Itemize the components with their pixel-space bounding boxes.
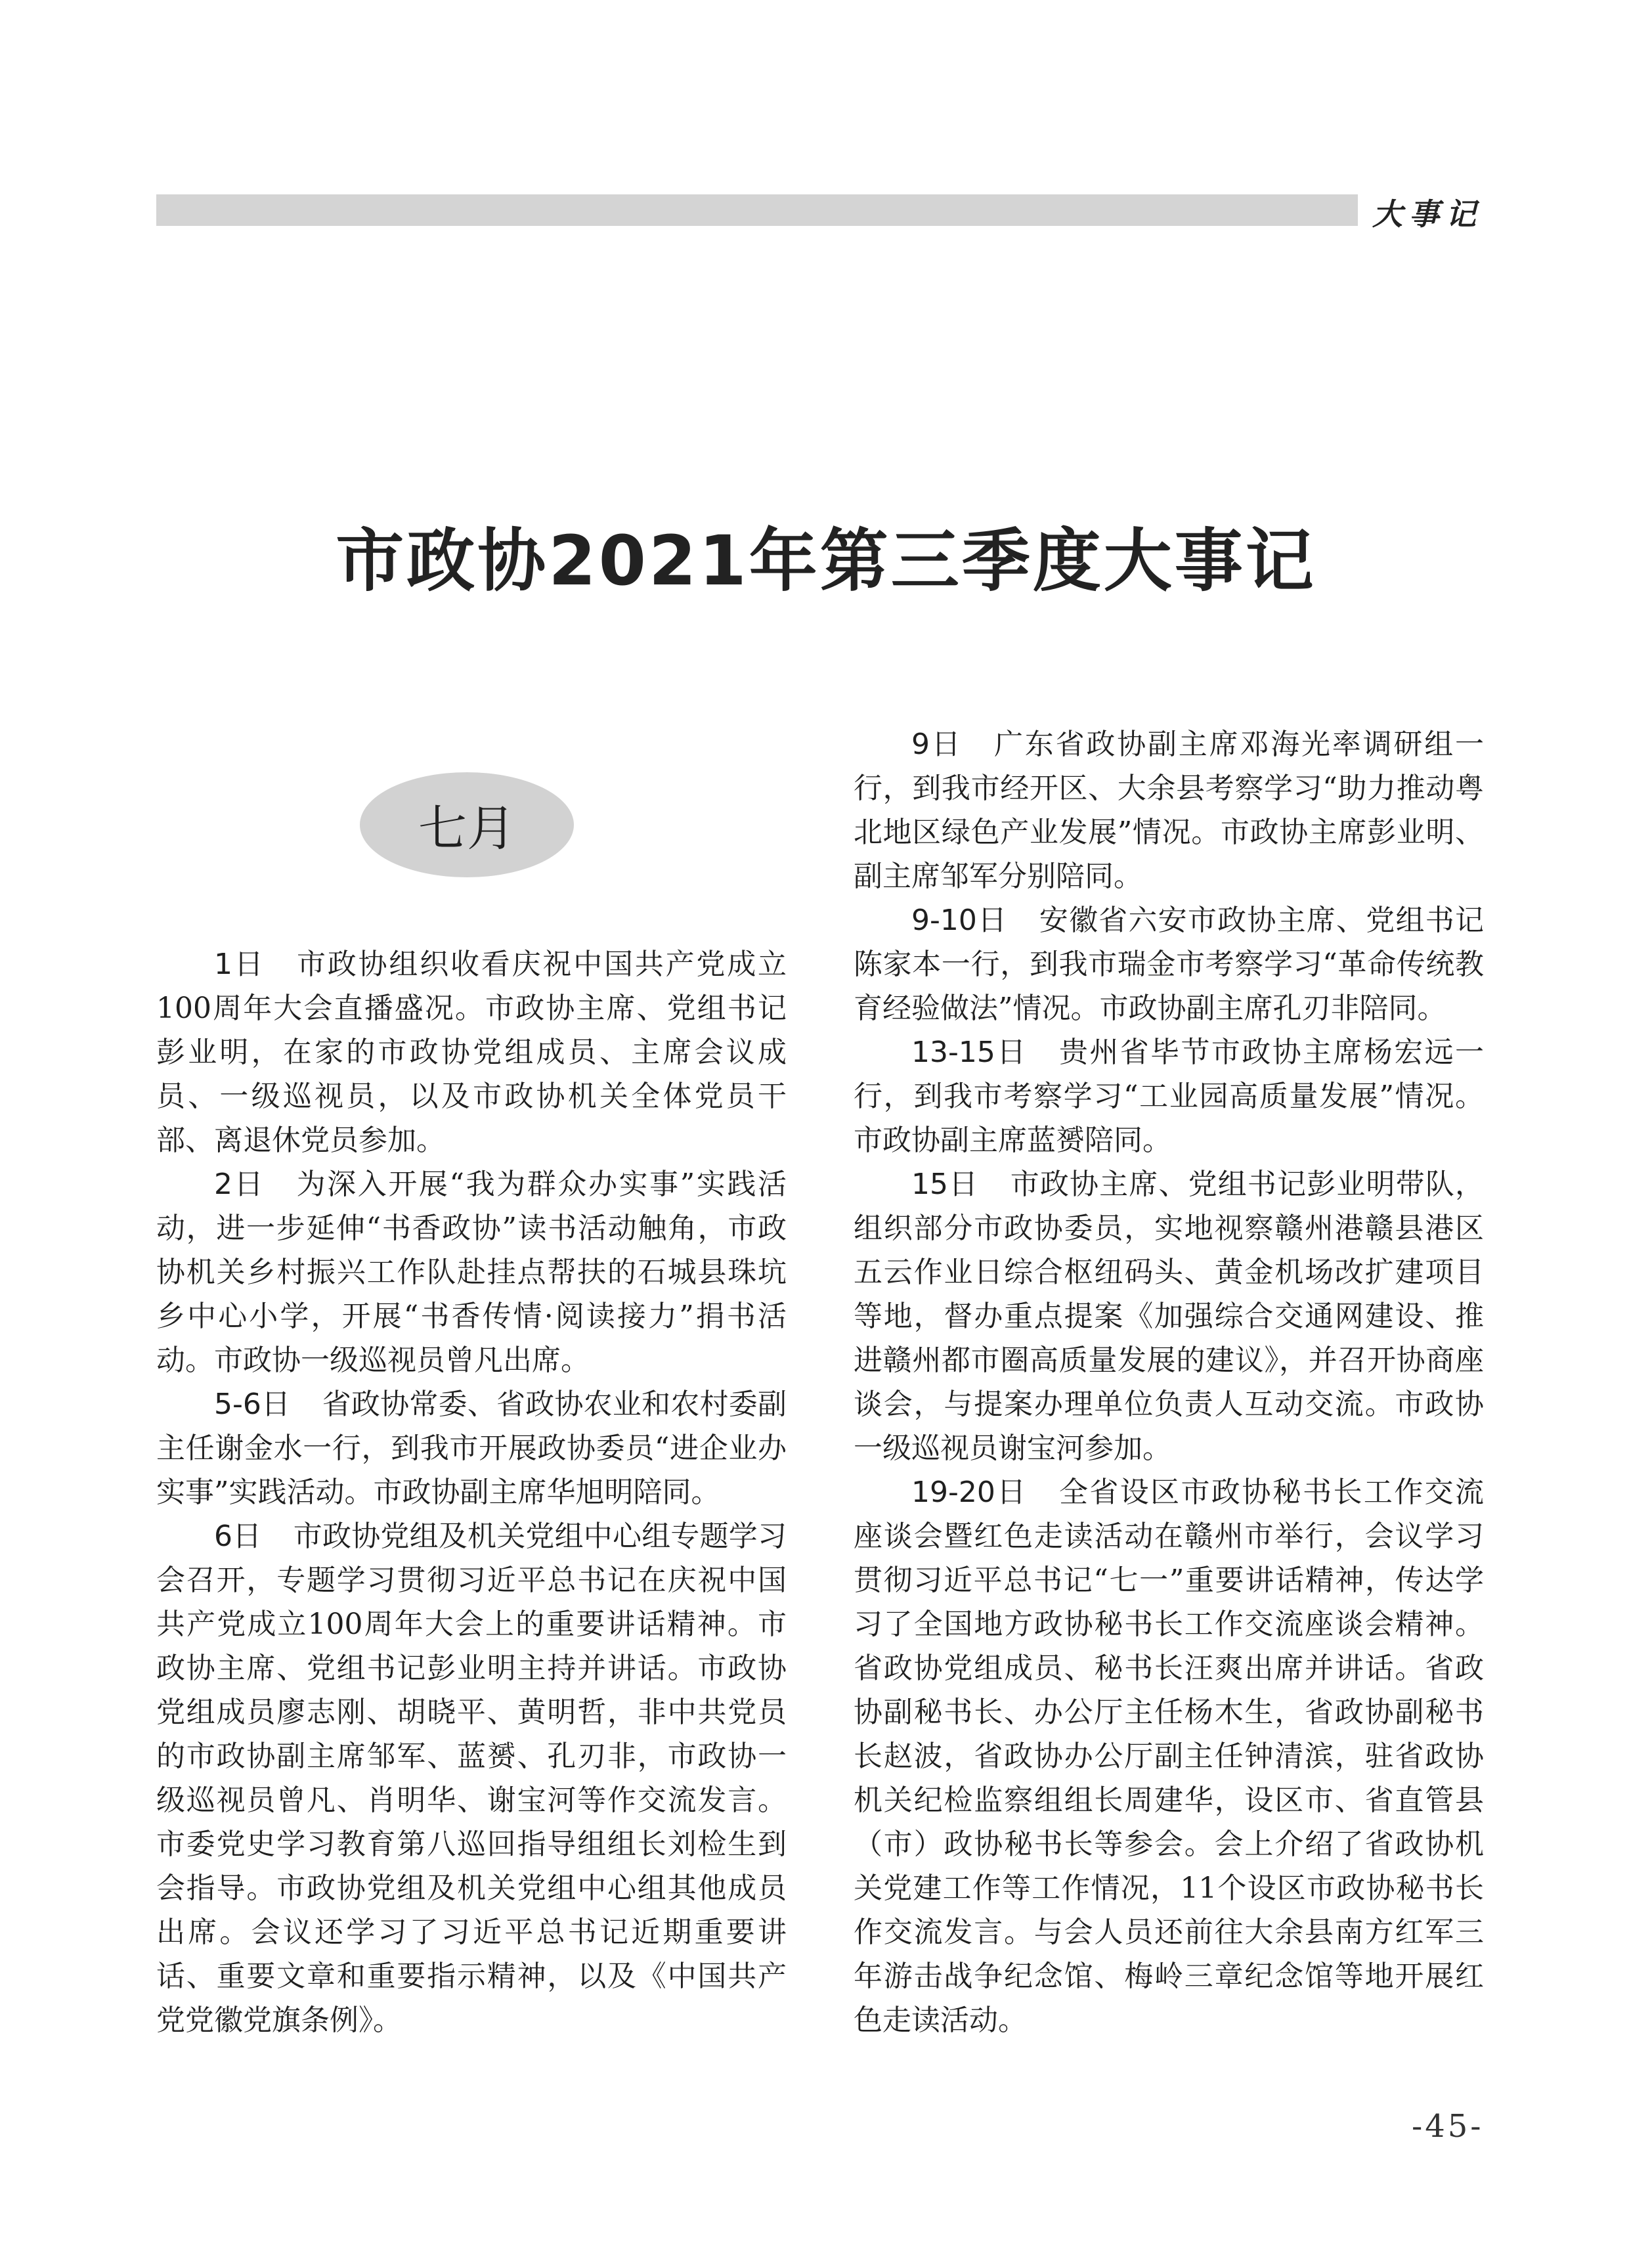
entry-july-2 — [156, 1162, 787, 1382]
page-number: -45- — [1412, 2108, 1484, 2145]
entry-july-6 — [156, 1514, 787, 2042]
entry-july-13-15 — [854, 1030, 1484, 1162]
entry-date: 2日 — [214, 1168, 265, 1201]
entry-july-19-20 — [854, 1470, 1484, 2042]
entry-text: 市政协主席、党组书记彭业明带队，组织部分市政协委员，实地视察赣州港赣县港区五云作业日综合枢纽码头、黄金机场改扩建项目等地，督办重点提案《加强综合交通网建设、推进赣州都市圈高质量发展的建议》，并召开协商座谈会，与提案办理单位负责人互动交流。市政协一级巡视员谢宝河参加。 — [854, 1168, 1484, 1465]
entry-date: 1日 — [214, 948, 265, 981]
month-badge: 七月 — [360, 772, 574, 877]
entry-text: 安徽省六安市政协主席、党组书记陈家本一行，到我市瑞金市考察学习“革命传统教育经验做法”情况。市政协副主席孔刃非陪同。 — [854, 904, 1484, 1025]
entry-date: 5-6日 — [214, 1388, 291, 1421]
entry-text: 广东省政协副主席邓海光率调研组一行，到我市经开区、大余县考察学习“助力推动粤北地区绿色产业发展”情况。市政协主席彭业明、副主席邹军分别陪同。 — [854, 728, 1485, 893]
section-label: 大事记 — [1372, 196, 1483, 232]
entry-date: 13-15日 — [911, 1036, 1028, 1069]
entry-date: 19-20日 — [911, 1476, 1028, 1509]
entry-date: 9-10日 — [911, 904, 1008, 937]
entry-text: 全省设区市政协秘书长工作交流座谈会暨红色走读活动在赣州市举行，会议学习贯彻习近平总书记“七一”重要讲话精神，传达学习了全国地方政协秘书长工作交流座谈会精神。省政协党组成员、秘书长汪爽出席并讲话。省政协副秘书长、办公厅主任杨木生，省政协副秘书长赵波，省政协办公厅副主任钟清滨，驻省政协机关纪检监察组组长周建华，设区市、省直管县（市）政协秘书长等参会。会上介绍了省政协机关党建工作等工作情况，11个设区市政协秘书长作交流发言。与会人员还前往大余县南方红军三年游击战争纪念馆、梅岭三章纪念馆等地开展红色走读活动。 — [854, 1476, 1484, 2037]
entry-text: 市政协党组及机关党组中心组专题学习会召开，专题学习贯彻习近平总书记在庆祝中国共产党成立100周年大会上的重要讲话精神。市政协主席、党组书记彭业明主持并讲话。市政协党组成员廖志刚、胡晓平、黄明哲，非中共党员的市政协副主席邹军、蓝赟、孔刃非，市政协一级巡视员曾凡、肖明华、谢宝河等作交流发言。市委党史学习教育第八巡回指导组组长刘检生到会指导。市政协党组及机关党组中心组其他成员出席。会议还学习了习近平总书记近期重要讲话、重要文章和重要指示精神，以及《中国共产党党徽党旗条例》。 — [156, 1520, 787, 2037]
entry-date: 6日 — [214, 1520, 262, 1553]
entry-july-9 — [854, 722, 1484, 898]
entry-july-5-6 — [156, 1382, 787, 1514]
header-rule-bar — [156, 194, 1358, 226]
entry-text: 为深入开展“我为群众办实事”实践活动，进一步延伸“书香政协”读书活动触角，市政协机关乡村振兴工作队赴挂点帮扶的石城县珠坑乡中心小学，开展“书香传情·阅读接力”捐书活动。市政协一级巡视员曾凡出席。 — [156, 1168, 787, 1377]
page-title: 市政协2021年第三季度大事记 — [336, 521, 1316, 601]
entry-text: 贵州省毕节市政协主席杨宏远一行，到我市考察学习“工业园高质量发展”情况。市政协副主席蓝赟陪同。 — [854, 1036, 1484, 1157]
entry-july-15 — [854, 1162, 1484, 1470]
entry-july-9-10 — [854, 898, 1484, 1030]
entry-date: 9日 — [911, 728, 963, 761]
right-column — [854, 722, 1484, 2042]
left-column — [156, 942, 787, 2042]
entry-date: 15日 — [911, 1168, 979, 1201]
entry-july-1 — [156, 942, 787, 1162]
entry-text: 市政协组织收看庆祝中国共产党成立100周年大会直播盛况。市政协主席、党组书记彭业明，在家的市政协党组成员、主席会议成员、一级巡视员，以及市政协机关全体党员干部、离退休党员参加。 — [156, 948, 787, 1157]
entry-text: 省政协常委、省政协农业和农村委副主任谢金水一行，到我市开展政协委员“进企业办实事”实践活动。市政协副主席华旭明陪同。 — [156, 1388, 787, 1509]
